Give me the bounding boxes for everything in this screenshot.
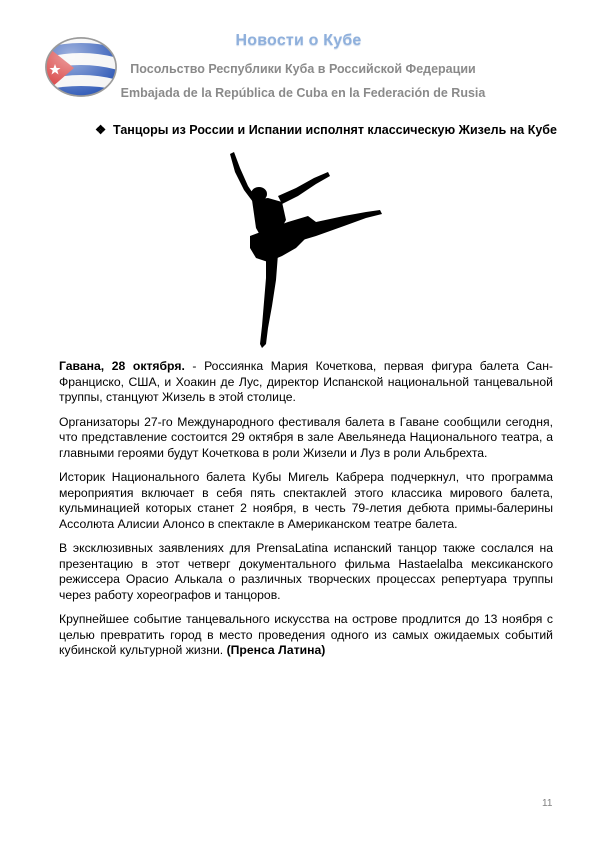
paragraph-3: Историк Национального балета Кубы Мигель Кабрера подчеркнул, что программа мероприятия включает в себя пять спектаклей этого классика мирового балета, кульминацией которых станет 2 ноября, в честь 79-летия дебюта примы-балерины Ассолюта Алисии Алонсо в спектакле в Американском театре балета.	[59, 470, 553, 531]
diamond-bullet-icon: ❖	[95, 123, 107, 137]
embassy-name-ru: Посольство Республики Куба в Российской Федерации	[130, 62, 476, 76]
dateline: Гавана, 28 октября.	[59, 359, 185, 373]
source-credit: (Пренса Латина)	[226, 643, 326, 657]
article-headline	[95, 122, 557, 137]
headline-text: Танцоры из России и Испании исполнят классическую Жизель на Кубе	[113, 123, 557, 137]
ballerina-silhouette-icon	[226, 150, 384, 352]
paragraph-4: В эксклюзивных заявлениях для PrensaLatina испанский танцор также сослался на презентацию в этот четверг документального фильма Hastaelalba мексиканского режиссера Орасио Алькала о различных творческих процессах репертуара труппы через работу хореографов и танцоров.	[59, 541, 553, 602]
page-number: 11	[542, 798, 553, 809]
embassy-name-es: Embajada de la República de Cuba en la Federación de Rusia	[120, 86, 486, 100]
lead-text: - Россиянка Мария Кочеткова, первая фигура балета Сан-Франциско, США, и Хоакин де Лус, директор Испанской национальной танцевальной труппы, станцуют Жизель в этой столице.	[59, 359, 553, 404]
paragraph-2: Организаторы 27-го Международного фестиваля балета в Гаване сообщили сегодня, что представление состоится 29 октября в зале Авельянеда Национального театра, а главными героями будут Кочеткова в роли Жизели и Луз в роли Альбрехта.	[59, 414, 553, 460]
paragraph-5-text: Крупнейшее событие танцевального искусства на острове продлится до 13 ноября с целью превратить город в место проведения одного из самых ожидаемых событий кубинской культурной жизни.	[59, 612, 553, 657]
article-body	[59, 359, 553, 668]
paragraph-lead	[59, 359, 553, 406]
paragraph-5	[59, 612, 553, 659]
newsletter-title: Новости о Кубе	[235, 32, 362, 49]
